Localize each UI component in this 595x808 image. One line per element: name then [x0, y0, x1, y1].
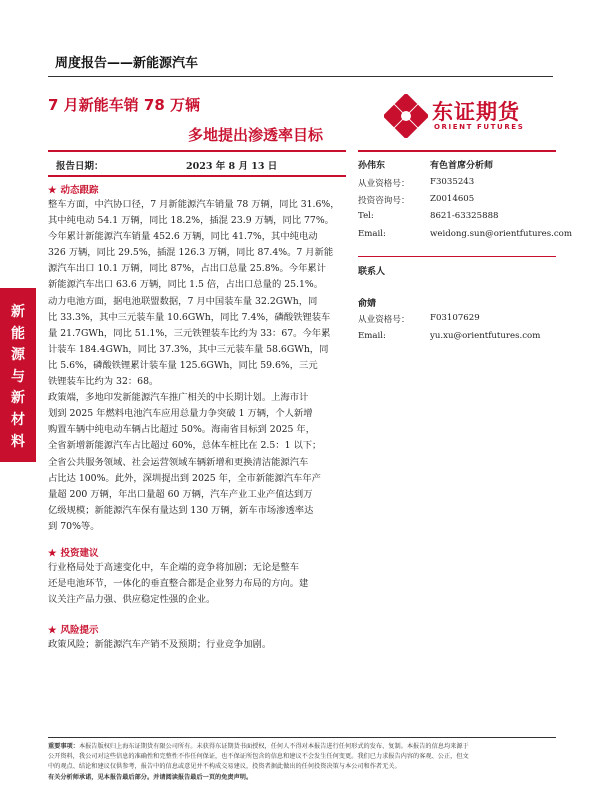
body-line: 源汽车出口 10.1 万辆，同比 87%，占出口总量 25.8%。今年累计 — [48, 263, 326, 275]
body-line: 划到 2025 年燃料电池汽车应用总量力争突破 1 万辆，个人新增 — [48, 408, 313, 420]
contact-section-label: 联系人 — [358, 267, 386, 277]
logo-name-en: ORIENT FUTURES — [434, 123, 525, 131]
analyst-field-value: F3035243 — [430, 177, 475, 187]
body-line: 量超 200 万辆，年出口量超 60 万辆，汽车产业工业产值达到万 — [48, 488, 313, 500]
disclaimer-note: 有关分析师承诺，见本报告最后部分。并请阅读报告最后一页的免责声明。 — [48, 773, 253, 781]
star-icon: ★ — [48, 548, 57, 559]
report-title: 7 月新能车销 78 万辆 — [48, 96, 200, 114]
section-body-dynamic — [48, 197, 346, 535]
date-top-rule — [48, 150, 346, 152]
side-category-bar — [0, 288, 36, 462]
analyst-field-value: 8621-63325888 — [430, 211, 499, 221]
footer-divider — [48, 737, 556, 738]
body-line: 行业格局处于高速变化中，车企端的竞争将加剧；无论是整车 — [48, 562, 300, 573]
body-line: 亿级规模；新能源汽车保有量达到 130 万辆，新车市场渗透率达 — [48, 504, 314, 516]
report-date-label: 报告日期： — [56, 161, 104, 172]
report-category: 周度报告——新能源汽车 — [55, 56, 199, 71]
analyst-main — [358, 158, 572, 248]
disclaimer-label: 重要事项： — [48, 743, 79, 750]
company-logo — [384, 92, 554, 138]
star-icon: ★ — [48, 185, 57, 196]
body-line: 政策风险；新能源汽车产销不及预期；行业竞争加剧。 — [48, 639, 272, 650]
contact-email-link[interactable]: yu.xu@orientfutures.com — [430, 331, 541, 341]
section-body-advice — [48, 560, 346, 608]
body-line: 比 5.6%，磷酸铁锂累计装车量 125.6GWh，同比 59.6%，三元 — [48, 359, 318, 371]
disclaimer — [48, 742, 556, 783]
contact-rule — [358, 256, 556, 257]
header-divider — [48, 76, 553, 77]
body-line: 还是电池环节，一体化的垂直整合都是企业努力布局的方向。建 — [48, 578, 309, 590]
side-category-label: 新 能 源 与 新 材 料 — [11, 304, 25, 450]
analyst-top-rule — [358, 150, 556, 152]
star-icon: ★ — [48, 625, 57, 636]
body-line: 政策端，多地印发新能源汽车推广相关的中长期计划。上海市计 — [48, 392, 309, 404]
section-body-risk — [48, 637, 346, 653]
body-line: 占比达 100%。此外，深圳提出到 2025 年，全市新能源汽车年产 — [48, 472, 321, 484]
analyst-role: 有色首席分析师 — [430, 161, 494, 171]
logo-name-cn: 东证期货 — [432, 100, 520, 124]
date-bottom-rule — [48, 175, 346, 177]
report-subtitle: 多地提出渗透率目标 — [188, 126, 324, 144]
analyst-name: 孙伟东 — [358, 161, 386, 171]
logo-mark-icon — [384, 94, 428, 138]
body-line: 到 70%等。 — [48, 520, 100, 532]
body-line: 议关注产品力强、供应稳定性强的企业。 — [48, 594, 216, 606]
analyst-field-label: 投资咨询号： — [358, 196, 410, 206]
contact-field-label: 从业资格号： — [358, 315, 410, 325]
body-line: 计装车 184.4GWh，同比 37.3%，其中三元装车量 58.6GWh，同 — [48, 343, 329, 355]
contact-person — [358, 296, 558, 346]
disclaimer-line: 中的观点、结论和建议仅供参考，报告中的信息或意见并不构成交易建议，投资者据此做出的任何投资决策与本公司和作者无关。 — [48, 763, 401, 771]
disclaimer-line: 重要事项：本报告版权归上海东证期货有限公司所有。未获得东证期货书面授权，任何人不得对本报告进行任何形式的发布、复制。本报告的信息均来源于 — [48, 743, 469, 750]
body-line: 新能源汽车出口 63.6 万辆，同比 1.5 倍，占出口总量的 25.1%。 — [48, 279, 324, 291]
body-line: 量 21.7GWh，同比 51.1%，三元铁锂装车比约为 33：67。今年累 — [48, 327, 331, 339]
report-date-value: 2023 年 8 月 13 日 — [186, 161, 278, 172]
analyst-field-label: Tel: — [358, 211, 374, 221]
body-line: 整车方面，中汽协口径，7 月新能源汽车销量 78 万辆，同比 31.6%， — [48, 199, 340, 210]
contact-field-value: F03107629 — [430, 313, 480, 323]
section-title-dynamic: ★ 动态跟踪 — [48, 185, 99, 196]
section-title-advice: ★ 投资建议 — [48, 548, 99, 559]
contact-field-label: Email: — [358, 331, 386, 341]
body-line: 326 万辆，同比 29.5%，插混 126.3 万辆，同比 87.4%。7 月新能 — [48, 247, 334, 259]
analyst-field-label: 从业资格号： — [358, 179, 410, 189]
body-line: 今年累计新能源汽车销量 452.6 万辆，同比 41.7%，其中纯电动 — [48, 231, 318, 243]
disclaimer-line: 公开资料，我公司对这些信息的准确性和完整性不作任何保证，也不保证所包含的信息和建议不会发生任何变更。我们已力求报告内容的客观、公正，但文 — [48, 753, 469, 761]
body-line: 动力电池方面，据电池联盟数据，7 月中国装车量 32.2GWh，同 — [48, 295, 318, 307]
body-line: 购置车辆中纯电动车辆占比超过 50%。海南省目标到 2025 年， — [48, 424, 316, 436]
analyst-field-value: Z0014605 — [430, 194, 475, 204]
body-line: 铁锂装车比约为 32：68。 — [48, 376, 159, 388]
section-title-risk: ★ 风险提示 — [48, 625, 99, 636]
analyst-field-label: Email: — [358, 229, 386, 239]
body-line: 其中纯电动 54.1 万辆，同比 18.2%，插混 23.9 万辆，同比 77%。 — [48, 215, 334, 227]
contact-name: 俞婧 — [358, 299, 377, 309]
body-line: 全省新增新能源汽车占比超过 60%，总体车桩比在 2.5：1 以下； — [48, 440, 322, 452]
body-line: 全省公共服务领域、社会运营领域车辆新增和更换清洁能源汽车 — [48, 456, 309, 468]
analyst-email-link[interactable]: weidong.sun@orientfutures.com — [430, 229, 572, 239]
body-line: 比 33.3%，其中三元装车量 10.6GWh，同比 7.4%，磷酸铁锂装车 — [48, 311, 331, 323]
